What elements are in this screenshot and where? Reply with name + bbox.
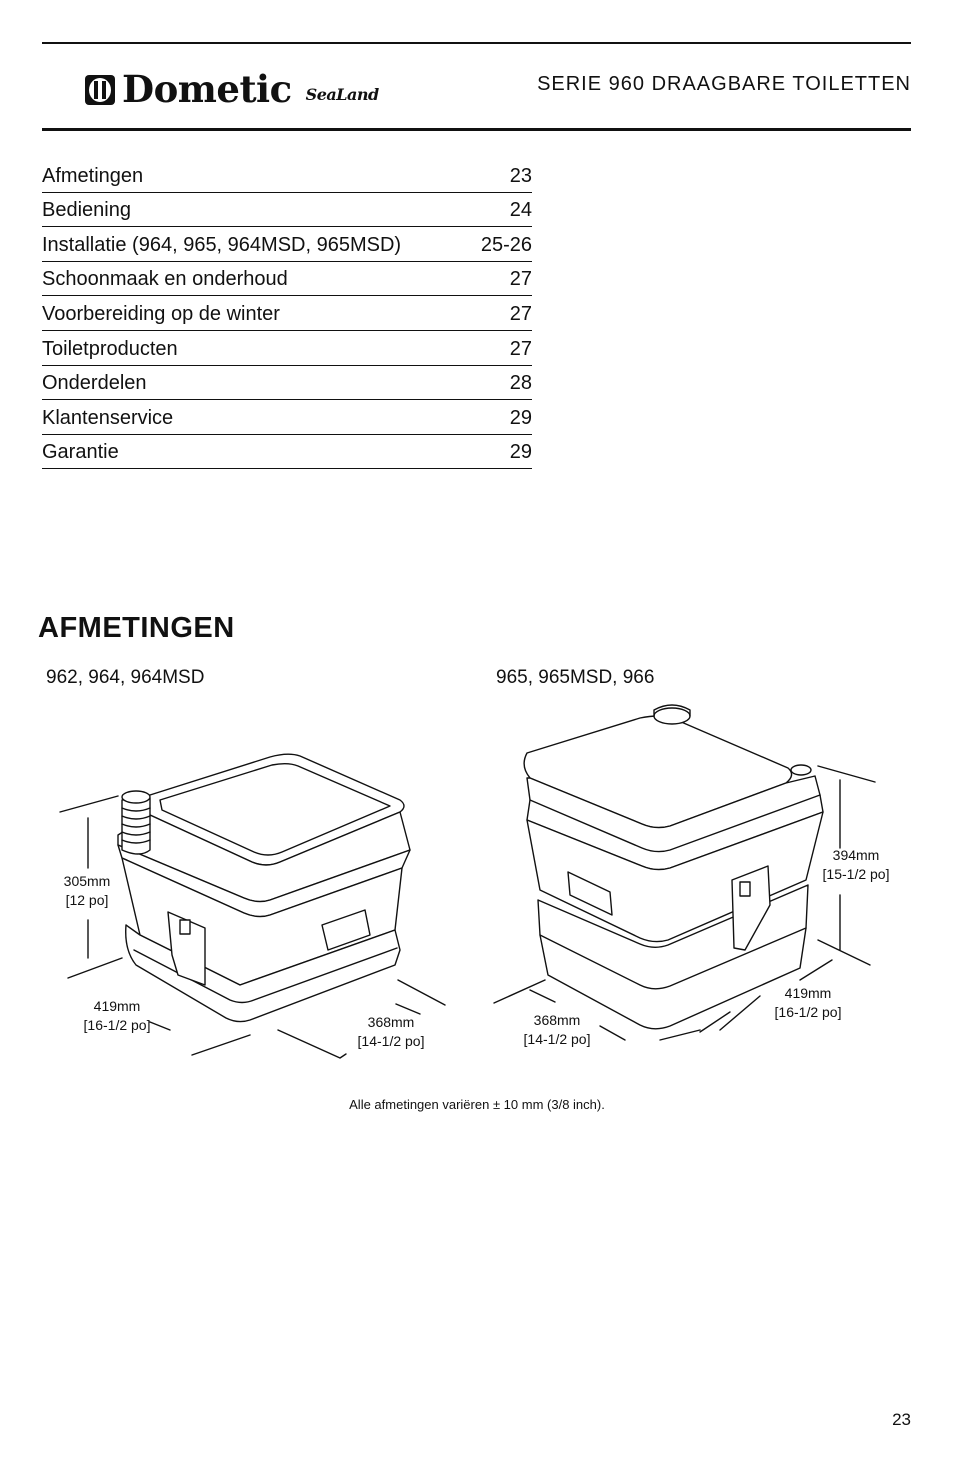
brand-name: Dometic — [122, 67, 292, 111]
toc-page: 27 — [509, 337, 532, 360]
right-length-dimension — [763, 984, 853, 1022]
dimension-inches: [14-1/2 po] — [357, 1033, 425, 1049]
left-height-dimension — [52, 872, 122, 910]
toc-page: 27 — [509, 302, 532, 325]
dimension-mm: 368mm — [367, 1014, 415, 1030]
toc-title: Bediening — [42, 199, 131, 222]
toc-page: 23 — [509, 164, 532, 187]
dimension-mm: 368mm — [533, 1012, 581, 1028]
dimension-mm: 394mm — [832, 847, 880, 863]
models-right-label: 965, 965MSD, 966 — [496, 667, 655, 688]
toc-title: Garantie — [42, 441, 119, 464]
toc-page: 29 — [509, 406, 532, 429]
dimension-inches: [15-1/2 po] — [822, 866, 890, 882]
toc-page: 24 — [509, 199, 532, 222]
toc-page: 25-26 — [480, 233, 532, 256]
dimension-inches: [14-1/2 po] — [523, 1031, 591, 1047]
toc-page: 29 — [509, 441, 532, 464]
models-left-label: 962, 964, 964MSD — [46, 667, 205, 688]
toc-page: 27 — [509, 268, 532, 291]
left-length-dimension — [72, 997, 162, 1035]
dimension-mm: 305mm — [63, 873, 111, 889]
toc-title: Onderdelen — [42, 372, 147, 395]
toc-title: Installatie (964, 965, 964MSD, 965MSD) — [42, 233, 402, 256]
dimension-inches: [16-1/2 po] — [83, 1017, 151, 1033]
right-width-dimension — [512, 1011, 602, 1049]
series-title: SERIE 960 DRAAGBARE TOILETTEN — [537, 73, 911, 95]
toc-title: Voorbereiding op de winter — [42, 302, 280, 325]
page-number: 23 — [892, 1410, 911, 1429]
toc-title: Schoonmaak en onderhoud — [42, 268, 288, 291]
toc-title: Toiletproducten — [42, 337, 178, 360]
sub-brand-name: SeaLand — [305, 85, 379, 104]
dimensions-note: Alle afmetingen variëren ± 10 mm (3/8 inch). — [349, 1097, 605, 1112]
left-width-dimension — [346, 1013, 436, 1051]
toc-page: 28 — [509, 372, 532, 395]
dimension-mm: 419mm — [93, 998, 141, 1014]
section-heading: AFMETINGEN — [38, 612, 235, 644]
toc-title: Afmetingen — [42, 164, 144, 187]
right-height-dimension — [812, 846, 900, 884]
toc-title: Klantenservice — [42, 406, 174, 429]
dimension-mm: 419mm — [784, 985, 832, 1001]
dimension-inches: [16-1/2 po] — [774, 1004, 842, 1020]
dimension-inches: [12 po] — [65, 892, 109, 908]
